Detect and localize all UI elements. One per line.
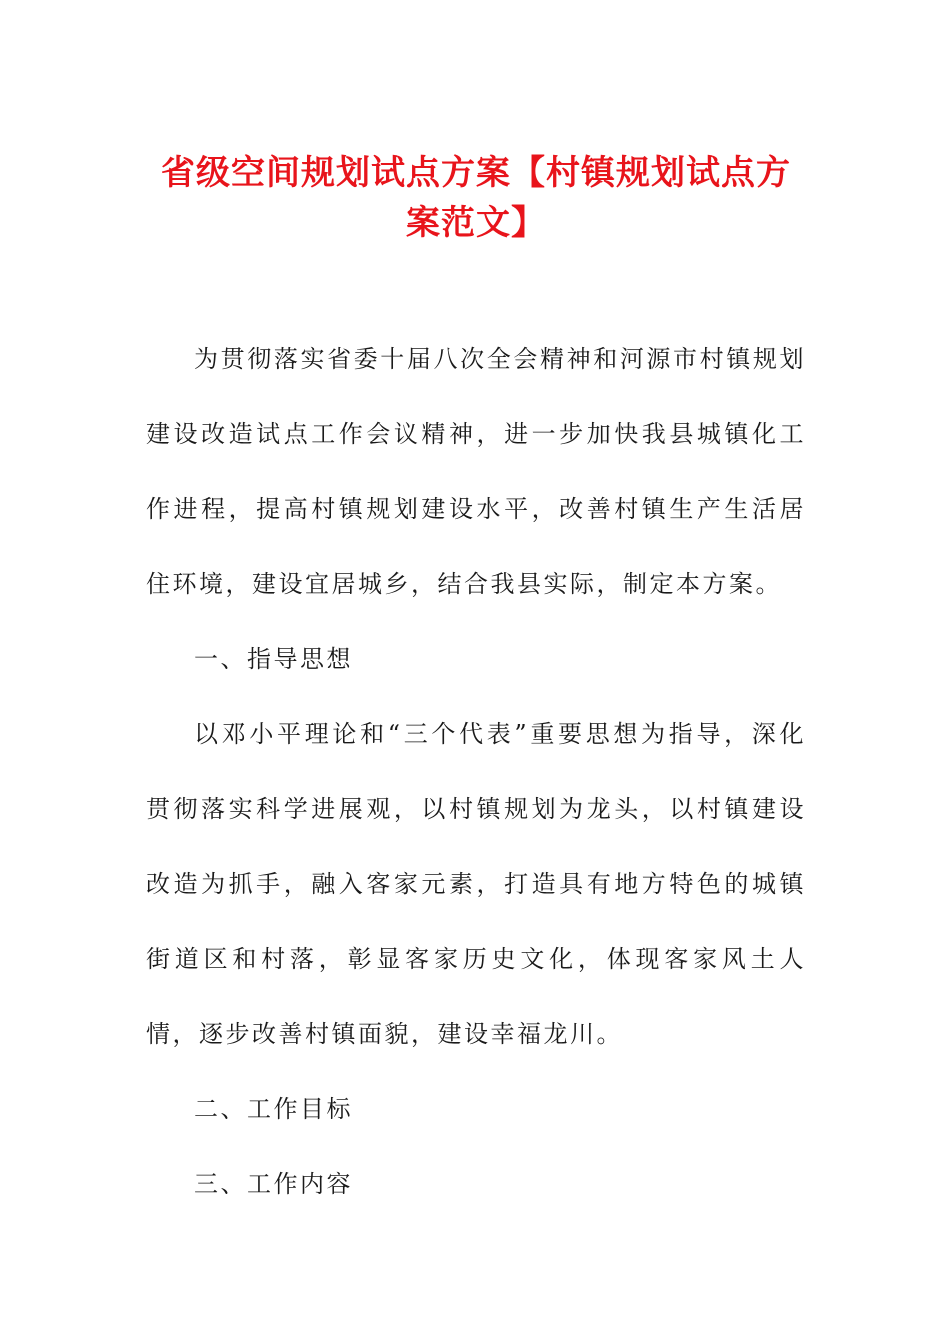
guiding-ideology-paragraph: 以邓小平理论和“三个代表”重要思想为指导，深化贯彻落实科学进展观，以村镇规划为龙头，以村镇建设改造为抓手，融入客家元素，打造具有地方特色的城镇街道区和村落，彰显客家历史文化，体现客家风土人情，逐步改善村镇面貌，建设幸福龙川。 bbox=[146, 720, 806, 1048]
section-heading-work-content: 三、工作内容 bbox=[194, 1170, 353, 1198]
intro-paragraph: 为贯彻落实省委十届八次全会精神和河源市村镇规划建设改造试点工作会议精神，进一步加快我县城镇化工作进程，提高村镇规划建设水平，改善村镇生产生活居住环境，建设宜居城乡，结合我县实际，制定本方案。 bbox=[146, 345, 806, 598]
section-heading-guiding-ideology: 一、指导思想 bbox=[194, 645, 353, 673]
document-title: 省级空间规划试点方案【村镇规划试点方案范文】 bbox=[161, 153, 791, 243]
document-body bbox=[146, 322, 806, 1222]
section-heading-work-goals: 二、工作目标 bbox=[194, 1095, 353, 1123]
